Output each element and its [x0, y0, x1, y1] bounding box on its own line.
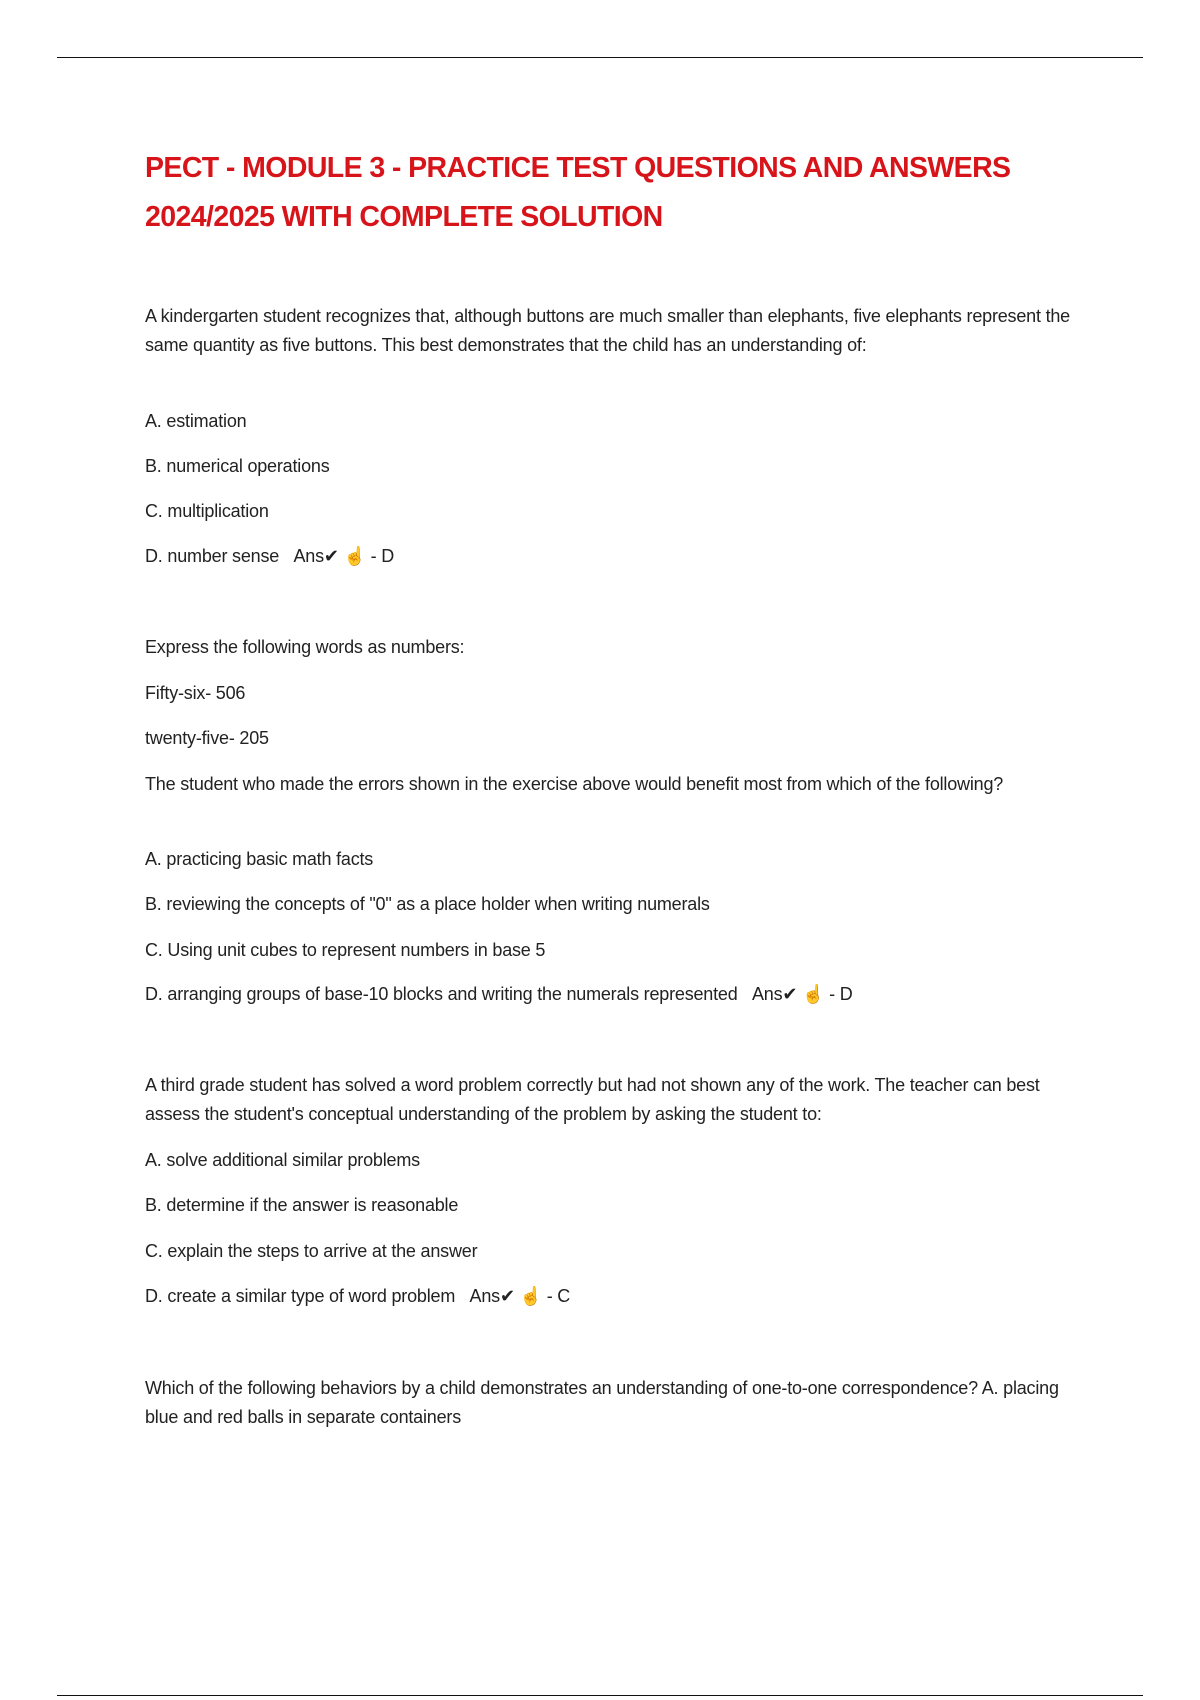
question-1-option-c: C. multiplication	[145, 501, 269, 521]
question-1-option-a: A. estimation	[145, 411, 247, 431]
option-text: D. arranging groups of base-10 blocks and writing the numerals represented	[145, 984, 738, 1004]
question-2-example-1: Fifty-six- 506	[145, 683, 246, 703]
question-3-option-a: A. solve additional similar problems	[145, 1150, 420, 1170]
question-2-option-d	[145, 980, 1090, 1009]
question-3-stem: A third grade student has solved a word problem correctly but had not shown any of the work. The teacher can best assess the student's conceptual understanding of the problem by asking the student to:	[145, 1075, 1040, 1124]
question-2-option-c: C. Using unit cubes to represent numbers in base 5	[145, 940, 546, 960]
question-2-example-2: twenty-five- 205	[145, 728, 269, 748]
question-3-option-c: C. explain the steps to arrive at the answer	[145, 1241, 478, 1261]
pointing-hand-icon: ☝	[519, 1286, 542, 1306]
pointing-hand-icon: ☝	[802, 984, 825, 1004]
question-2-option-a: A. practicing basic math facts	[145, 849, 374, 869]
option-text: D. create a similar type of word problem	[145, 1286, 456, 1306]
answer-value: - D	[370, 546, 395, 566]
answer-prefix: Ans✔	[469, 1286, 515, 1306]
answer-prefix: Ans✔	[751, 984, 798, 1004]
question-1-option-d	[145, 542, 1090, 571]
answer-value: - D	[829, 984, 853, 1004]
question-2-stem: The student who made the errors shown in the exercise above would benefit most from which of the following?	[145, 774, 1004, 794]
pointing-hand-icon: ☝	[343, 546, 366, 566]
answer-prefix: Ans✔	[293, 546, 339, 566]
bottom-rule	[57, 1695, 1143, 1696]
question-1-stem: A kindergarten student recognizes that, although buttons are much smaller than elephants, five elephants represent the same quantity as five buttons. This best demonstrates that the child has an understanding of:	[145, 306, 1070, 355]
top-rule	[57, 57, 1143, 58]
question-1-option-b: B. numerical operations	[145, 456, 330, 476]
option-text: D. number sense	[145, 546, 280, 566]
document-title: PECT - MODULE 3 - PRACTICE TEST QUESTIONS AND ANSWERS 2024/2025 WITH COMPLETE SOLUTION	[145, 152, 1011, 233]
question-3-option-d	[145, 1282, 1090, 1311]
question-2-option-b: B. reviewing the concepts of "0" as a place holder when writing numerals	[145, 894, 710, 914]
question-4-stem: Which of the following behaviors by a child demonstrates an understanding of one-to-one correspondence? A. placing blue and red balls in separate containers	[145, 1378, 1059, 1427]
question-3-option-b: B. determine if the answer is reasonable	[145, 1195, 459, 1215]
answer-value: - C	[546, 1286, 571, 1306]
question-2-intro: Express the following words as numbers:	[145, 637, 465, 657]
